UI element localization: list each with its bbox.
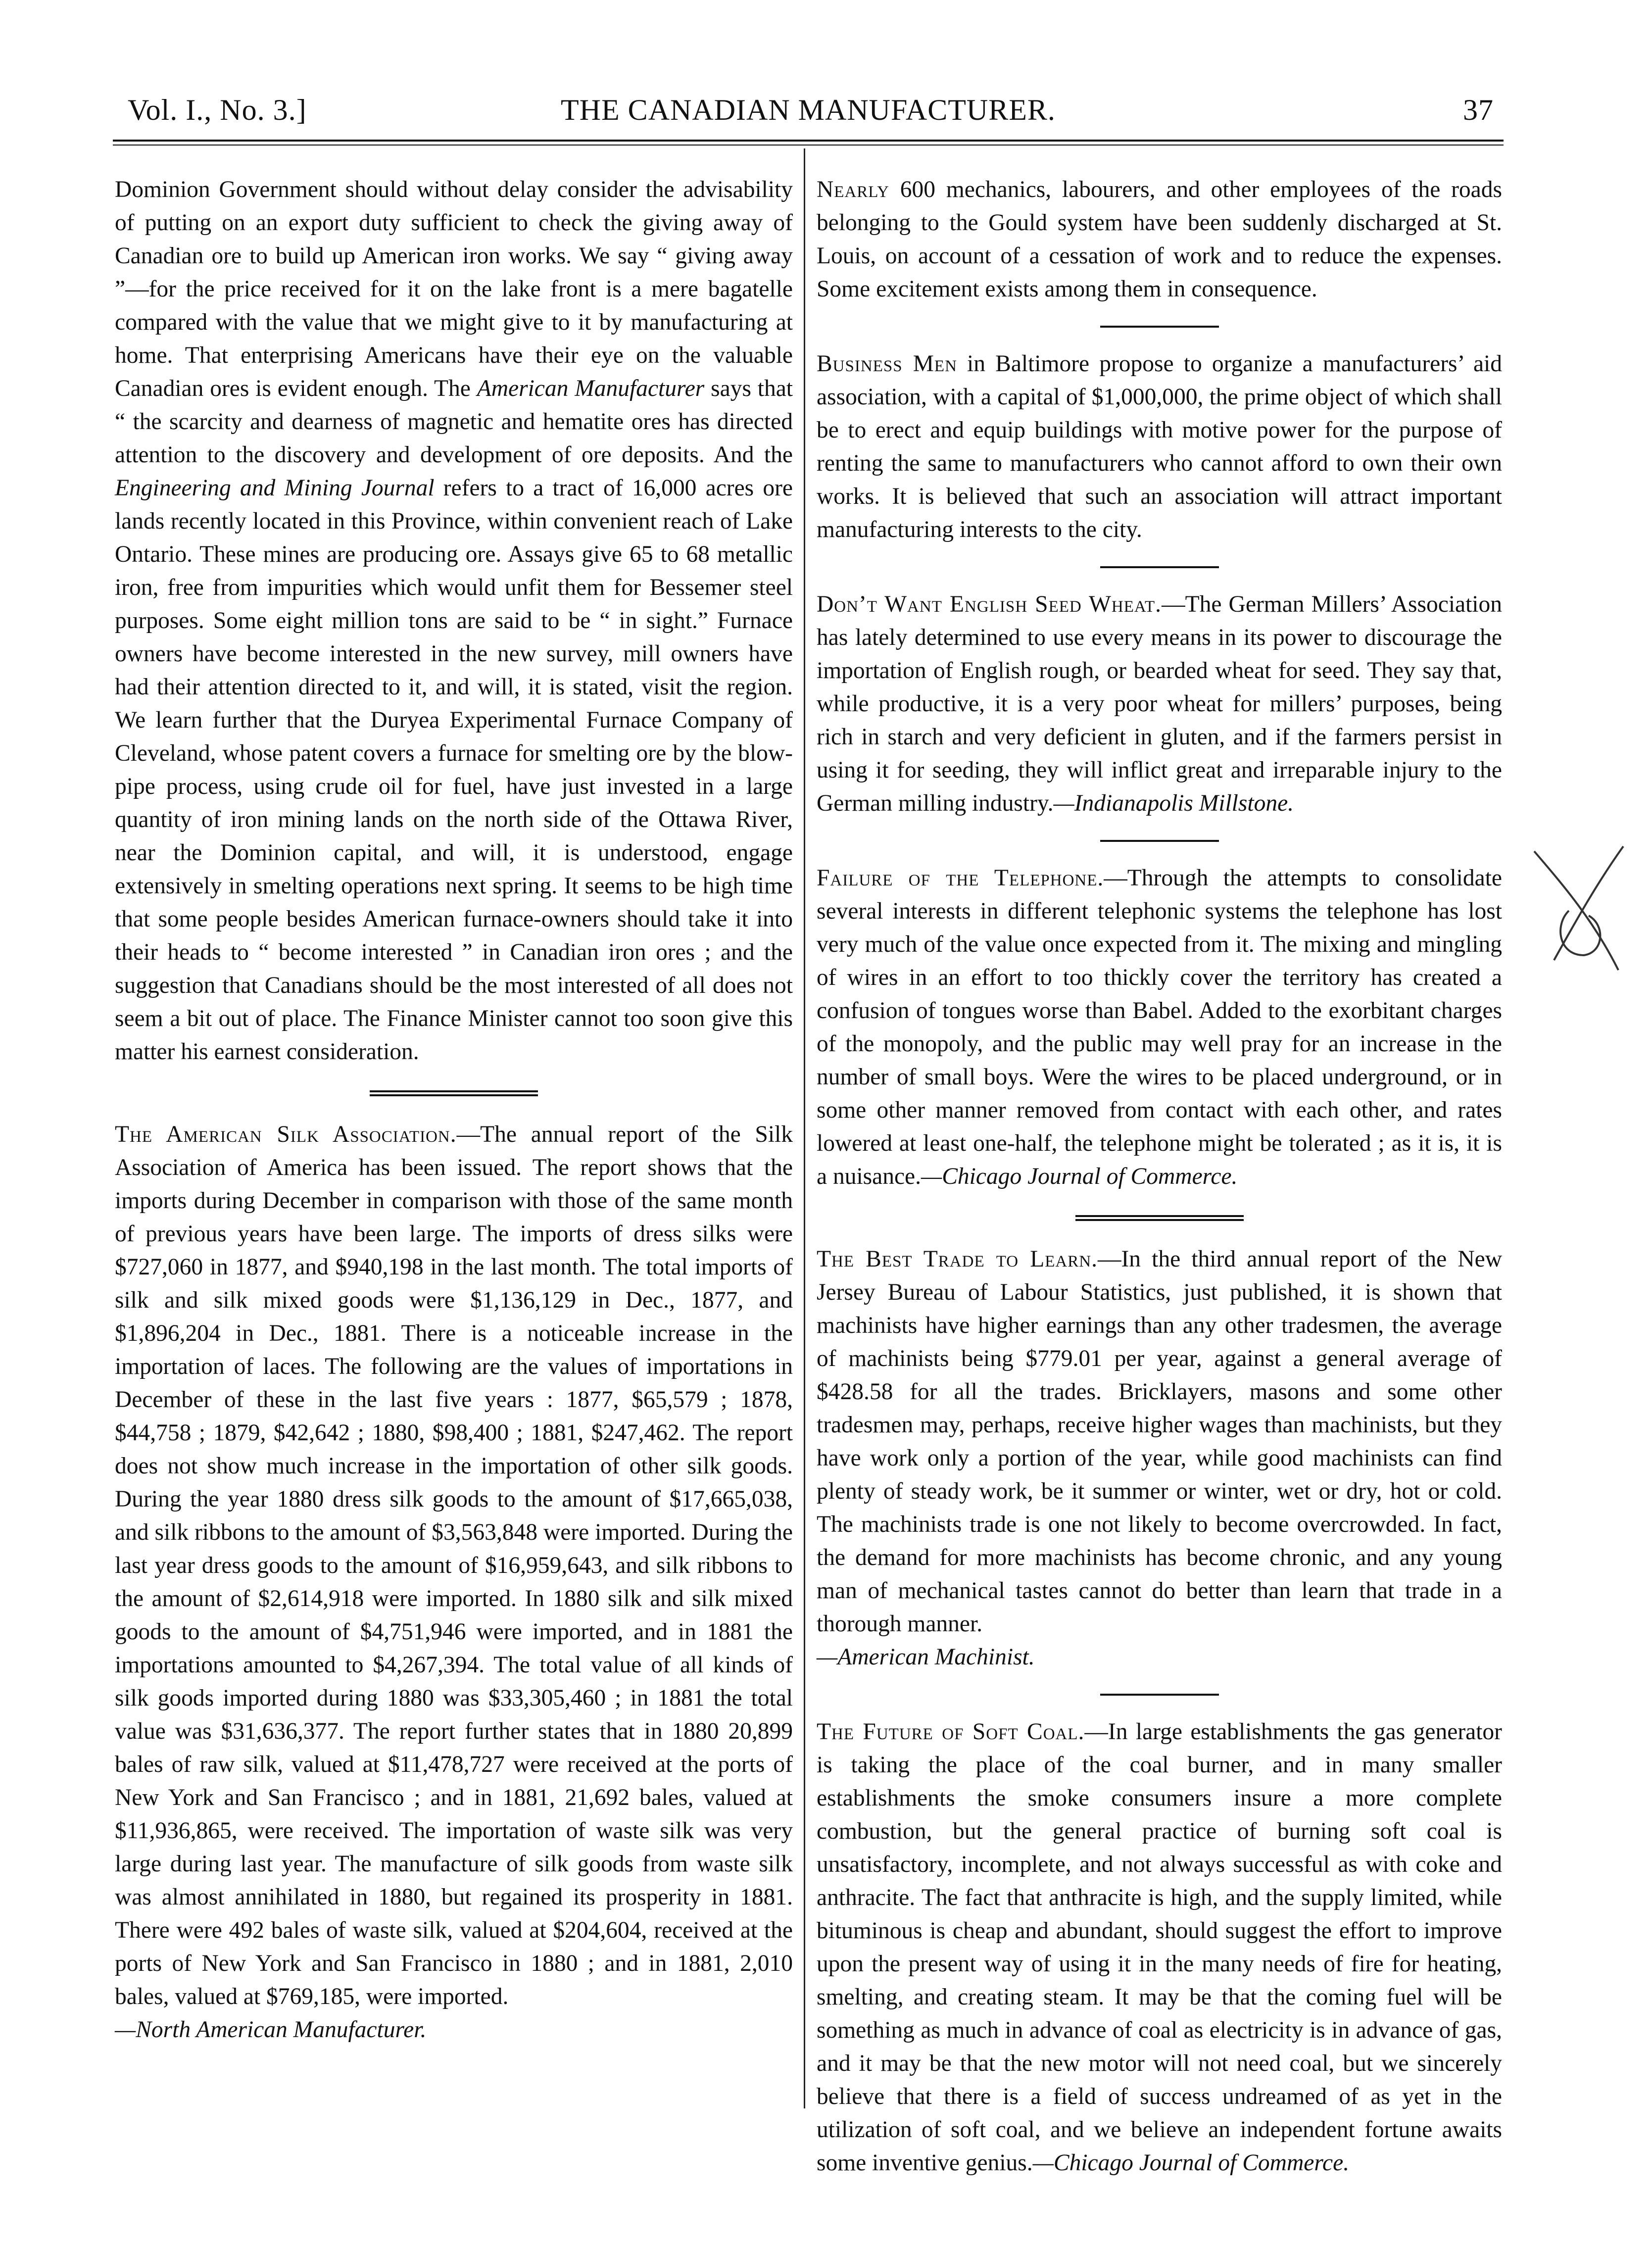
article-heading: Failure of the Telephone. [817, 865, 1104, 891]
article-body: The Future of Soft Coal.—In large establishments the gas generator is taking the place of the coal burner, and in many smaller establishments the smoke consumers insure a more complete combustion, but the general practice of burning soft coal is unsatisfactory, incomplete, and not always successful as with coke and anthracite. The fact that anthracite is high, and the supply limited, while bituminous is cheap and abundant, should suggest the effort to improve upon the present way of using it in the many needs of fire for heating, smelting, and creating steam. It may be that the coming fuel will be something as much in advance of coal as electricity is in advance of gas, and it may be that the new motor will not need coal, but we sincerely believe that there is a field of success undreamed of as yet in the utilization of soft coal, and we believe an independent fortune awaits some inventive genius.—Chicago Journal of Commerce. [817, 1719, 1502, 2176]
source-citation: —American Machinist. [817, 1644, 1035, 1670]
page-header [113, 83, 1504, 138]
article-soft-coal [817, 1715, 1502, 2180]
article-body: The Best Trade to Learn.—In the third annual report of the New Jersey Bureau of Labour Statistics, just published, it is shown that machinists have higher earnings than any other tradesmen, the average of machinists being $779.01 per year, against a general average of $428.58 for all the trades. Bricklayers, masons and some other tradesmen may, perhaps, receive higher wages than machinists, but they have work only a portion of the year, while good machinists can find plenty of steady work, be it summer or winter, wet or dry, hot or cold. The machinists trade is one not likely to become overcrowded. In fact, the demand for more machinists has become chronic, and any young man of mechanical tastes cannot do better than learn that trade in a thorough manner. —American Machinist. [817, 1246, 1503, 1670]
section-separator [1100, 1694, 1219, 1696]
right-column [817, 173, 1502, 2180]
header-rule [113, 140, 1504, 146]
margin-pencil-mark [1524, 841, 1633, 1000]
article-heading: The Future of Soft Coal. [817, 1719, 1085, 1745]
source-citation: —Chicago Journal of Commerce. [1032, 2150, 1350, 2176]
section-separator [1100, 326, 1219, 328]
article-heading: The Best Trade to Learn. [817, 1246, 1098, 1272]
source-citation: American Manufacturer [477, 376, 705, 401]
article-heading: Business Men [817, 351, 957, 377]
section-separator [370, 1090, 538, 1096]
source-citation: —North American Manufacturer. [115, 2017, 427, 2043]
article-heading: Don’t Want English Seed Wheat. [817, 591, 1162, 617]
article-body: Failure of the Telephone.—Through the attempts to consolidate several interests in different telephonic systems the telephone has lost very much of the value once expected from it. The mixing and mingling of wires in an effort to too thickly cover the territory has created a confusion of tongues worse than Babel. Added to the exorbitant charges of the monopoly, and the public may well pray for an increase in the number of small boys. Were the wires to be placed underground, or in some other manner removed from contact with each other, and rates lowered at least one-half, the telephone might be tolerated ; as it is, it is a nuisance.—Chicago Journal of Commerce. [817, 865, 1502, 1189]
article-body: Don’t Want English Seed Wheat.—The German Millers’ Association has lately determined to use every means in its power to discourage the importation of English rough, or bearded wheat for seed. They say that, while productive, it is a very poor wheat for millers’ purposes, being rich in starch and very deficient in gluten, and if the farmers persist in using it for seeding, they will inflict great and irreparable injury to the German milling industry.—Indianapolis Millstone. [817, 591, 1502, 816]
article-body: Nearly 600 mechanics, labourers, and other employees of the roads belonging to the Gould system have been suddenly discharged at St. Louis, on account of a cessation of work and to reduce the expenses. Some excitement exists among them in consequence. [817, 177, 1502, 302]
source-citation: —Chicago Journal of Commerce. [921, 1164, 1238, 1189]
article-body: The American Silk Association.—The annual report of the Silk Association of America has been issued. The report shows that the imports during December in comparison with those of the same month of previous years have been large. The imports of dress silks were $727,060 in 1877, and $940,198 in the last month. The total imports of silk and silk mixed goods were $1,136,129 in Dec., 1877, and $1,896,204 in Dec., 1881. There is a noticeable increase in the importation of laces. The following are the values of importations in December of these in the last five years : 1877, $65,579 ; 1878, $44,758 ; 1879, $42,642 ; 1880, $98,400 ; 1881, $247,462. The report does not show much increase in the importation of other silk goods. During the year 1880 dress silk goods to the amount of $17,665,038, and silk ribbons to the amount of $3,563,848 were imported. During the last year dress goods to the amount of $16,959,643, and silk ribbons to the amount of $2,614,918 were imported. In 1880 silk and silk mixed goods to the amount of $4,751,946 were imported, and in 1881 the importations amounted to $4,267,394. The total value of all kinds of silk goods imported during 1880 was $33,305,460 ; in 1881 the total value was $31,636,377. The report further states that in 1880 20,899 bales of raw silk, valued at $11,478,727 were received at the ports of New York and San Francisco ; and in 1881, 21,692 bales, valued at $11,936,865, were received. The importation of waste silk was very large during last year. The manufacture of silk goods from waste silk was almost annihilated in 1880, but regained its prosperity in 1881. There were 492 bales of waste silk, valued at $204,604, received at the ports of New York and San Francisco in 1880 ; and in 1881, 2,010 bales, valued at $769,185, were imported. —North American Manufacturer. [115, 1122, 793, 2043]
article-gould-employees [817, 173, 1502, 306]
article-ore-export [115, 173, 793, 1069]
article-silk-association [115, 1118, 793, 2047]
article-baltimore-association [817, 347, 1502, 546]
volume-label: Vol. I., No. 3.] [128, 94, 307, 126]
column-divider [804, 148, 805, 2108]
source-citation: Engineering and Mining Journal [115, 475, 435, 501]
article-telephone [817, 862, 1502, 1193]
article-seed-wheat [817, 588, 1502, 820]
article-body: Business Men in Baltimore propose to organize a manufacturers’ aid association, with a capital of $1,000,000, the prime object of which shall be to erect and equip buildings with motive power for the purpose of renting the same to manufacturers who cannot afford to own their own works. It is believed that such an association will attract important manufacturing interests to the city. [817, 351, 1502, 542]
article-heading: The American Silk Association. [115, 1122, 457, 1147]
section-separator [1075, 1215, 1244, 1221]
article-body: Dominion Government should without delay consider the advisability of putting on an export duty sufficient to check the giving away of Canadian ore to build up American iron works. We say “ giving away ”—for the price received for it on the lake front is a mere bagatelle compared with the value that we might give to it by manufacturing at home. That enterprising Americans have their eye on the valuable Canadian ores is evident enough. The American Manufacturer says that “ the scarcity and dearness of magnetic and hematite ores has directed attention to the discovery and development of ore deposits. And the Engineering and Mining Journal refers to a tract of 16,000 acres ore lands recently located in this Province, within convenient reach of Lake Ontario. These mines are producing ore. Assays give 65 to 68 metallic iron, free from impurities which would unfit them for Bessemer steel purposes. Some eight million tons are said to be “ in sight.” Furnace owners have become interested in the new survey, mill owners have had their attention directed to it, and will, it is stated, visit the region. We learn further that the Duryea Experimental Furnace Company of Cleveland, whose patent covers a furnace for smelting ore by the blow-pipe process, using crude oil for fuel, have just invested in a large quantity of iron mining lands on the north side of the Ottawa River, near the Dominion capital, and will, it is understood, engage extensively in smelting operations next spring. It seems to be high time that some people besides American furnace-owners should take it into their heads to “ become interested ” in Canadian iron ores ; and the suggestion that Canadians should be the most interested of all does not seem a bit out of place. The Finance Minister cannot too soon give this matter his earnest consideration. [115, 177, 793, 1065]
left-column [115, 173, 793, 2047]
section-separator [1100, 566, 1219, 568]
section-separator [1100, 840, 1219, 842]
article-best-trade [817, 1243, 1502, 1674]
source-citation: —Indianapolis Millstone. [1053, 790, 1294, 816]
page-number: 37 [1463, 94, 1494, 126]
article-heading: Nearly [817, 177, 889, 202]
publication-title: THE CANADIAN MANUFACTURER. [561, 94, 1056, 126]
